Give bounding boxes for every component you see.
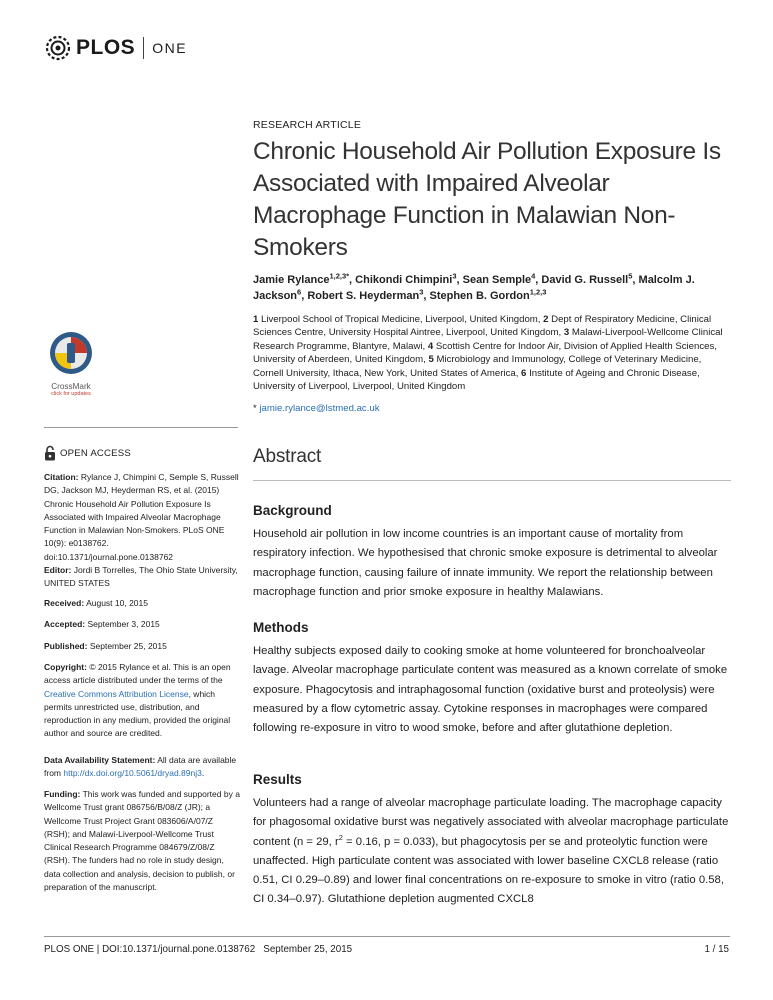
methods-text: Healthy subjects exposed daily to cooking smoke at home volunteered for bronchoalveolar lavage. Alveolar macrophage particulate content was measured as a known correlate of smoke exposure. Phagocytosis and intraphagosomal function (oxidative burst and proteolysis) were measured by a flow cytometric assay. Cytokine responses in macrophages were compared following re-exposure in vitro to wood smoke, before and after glutathione depletion.	[253, 645, 728, 735]
author[interactable]: Chikondi Chimpini$^3$	[355, 271, 457, 286]
editor-block: Editor: Jordi B Torrelles, The Ohio State University, UNITED STATES	[44, 565, 238, 589]
open-access-label: OPEN ACCESS	[60, 447, 131, 459]
footer-divider	[44, 936, 730, 937]
copyright-block: Copyright: © 2015 Rylance et al. This is an open access article distributed under the terms of the Creative Commons Attribution License, which permits unrestricted use, distribution, and reproduction in any medium, provided the original author and source are credited.	[44, 662, 231, 739]
author[interactable]: Robert S. Heyderman$^3$	[307, 286, 424, 302]
logo-text: PLOS	[76, 36, 136, 59]
crossmark-icon	[48, 330, 94, 376]
author[interactable]: David G. Russell$^5$	[541, 271, 633, 286]
affiliation-list	[253, 313, 731, 393]
affiliation: 1 Liverpool School of Tropical Medicine, Liverpool, United Kingdom,	[253, 314, 541, 325]
author[interactable]: Stephen B. Gordon$^{1,2,3}$	[429, 286, 547, 302]
background-text: Household air pollution in low income countries is an important cause of mortality from respiratory infection. We hypothesised that chronic smoke exposure is detrimental to alveolar macrophage function, causing failure of innate immunity. We report the relationship between macrophage function and prior smoke exposure in healthy Malawians.	[253, 528, 718, 598]
published-block: Published: September 25, 2015	[44, 641, 167, 651]
plos-logo-icon	[44, 34, 72, 62]
affiliation: 2 Dept of Respiratory Medicine, Clinical Sciences Centre, University Hospital Aintree, Liverpool, United Kingdom,	[253, 314, 712, 339]
crossmark-badge[interactable]	[46, 330, 96, 397]
citation-block: Citation: Rylance J, Chimpini C, Semple S, Russell DG, Jackson MJ, Heyderman RS, et al. (2015) Chronic Household Air Pollution Exposure Is Associated with Impaired Alveolar Macrophage Function in Malawian Non-Smokers. PLoS ONE 10(9): e0138762. doi:10.1371/journal.pone.0138762	[44, 472, 239, 562]
received-block: Received: August 10, 2015	[44, 598, 148, 608]
article-title: Chronic Household Air Pollution Exposure Is Associated with Impaired Alveolar Macrophage Function in Malawian Non-Smokers	[253, 138, 721, 261]
methods-heading: Methods	[253, 620, 309, 635]
footer-citation: PLOS ONE | DOI:10.1371/journal.pone.0138762 September 25, 2015	[44, 944, 353, 955]
affiliation: 5 Microbiology and Immunology, College of Veterinary Medicine, Cornell University, Ithaca, New York, United States of America,	[253, 354, 702, 379]
crossmark-sublabel: click for updates	[51, 391, 91, 397]
page-number: 1 / 15	[704, 944, 729, 955]
abstract-heading: Abstract	[253, 446, 322, 467]
funding-block: Funding: This work was funded and supported by a Wellcome Trust grant 086756/B/08/Z (JR); a Wellcome Trust Project Grant 083606/A/07/Z (RSH); and Malawi-Liverpool-Wellcome Trust Clinical Research Programme 084679/Z/08/Z (RSH). The funders had no role in study design, data collection and analysis, decision to publish, or preparation of the manuscript.	[44, 789, 240, 893]
abstract-divider	[253, 480, 731, 481]
email-link[interactable]: jamie.rylance@lstmed.ac.uk	[259, 403, 380, 414]
results-text: Volunteers had a range of alveolar macrophage particulate loading. The macrophage capacity for phagosomal oxidative burst was negatively associated with alveolar macrophage particulate content (n = 29, $r^2 = 0.16$, p = 0.033), but phagocytosis per se and proteolytic function were unaffected. High particulate content was associated with lower baseline CXCL8 release (ratio 0.51, CI 0.29–0.89) and lower final concentrations on re-exposure to smoke in vitro (ratio 0.58, CI 0.34–0.97). Glutathione depletion augmented CXCL8	[253, 797, 729, 906]
author-list: Jamie Rylance$^{1,2,3*}$, Chikondi Chimpini$^3$, Sean Semple$^4$, David G. Russell$^5$, Malcolm J. Jackson$^6$, Robert S. Heyderman$^3$, Stephen B. Gordon$^{1,2,3}$	[253, 271, 695, 302]
article-type: RESEARCH ARTICLE	[253, 119, 362, 131]
background-heading: Background	[253, 503, 332, 518]
logo-divider	[143, 37, 144, 59]
affiliation: 6 Institute of Ageing and Chronic Disease, University of Liverpool, Liverpool, United Kingdom	[253, 367, 700, 393]
open-lock-icon	[44, 445, 56, 461]
results-heading: Results	[253, 772, 302, 787]
journal-logo[interactable]	[44, 34, 187, 62]
data-availability-block: Data Availability Statement: All data are available from http://dx.doi.org/10.5061/dryad.89nj3.	[44, 755, 237, 779]
corresponding-author: * jamie.rylance@lstmed.ac.uk	[253, 403, 380, 414]
open-access-badge	[44, 445, 131, 461]
license-link[interactable]: Creative Commons Attribution License	[44, 688, 189, 699]
logo-journal-name: ONE	[152, 40, 188, 56]
author[interactable]: Sean Semple$^4$	[462, 271, 536, 286]
author[interactable]: Jamie Rylance$^{1,2,3*}$	[253, 271, 350, 286]
affiliation: 4 Scottish Centre for Indoor Air, Division of Applied Health Sciences, University of Aberdeen, United Kingdom,	[253, 340, 717, 366]
accepted-block: Accepted: September 3, 2015	[44, 619, 160, 629]
affiliation: 3 Malawi-Liverpool-Wellcome Clinical Research Programme, Blantyre, Malawi,	[253, 327, 723, 352]
data-doi-link[interactable]: http://dx.doi.org/10.5061/dryad.89nj3	[63, 768, 202, 779]
author[interactable]: Malcolm J. Jackson$^6$	[253, 274, 695, 302]
sidebar-divider	[44, 427, 238, 428]
crossmark-label: CrossMark	[51, 382, 91, 391]
